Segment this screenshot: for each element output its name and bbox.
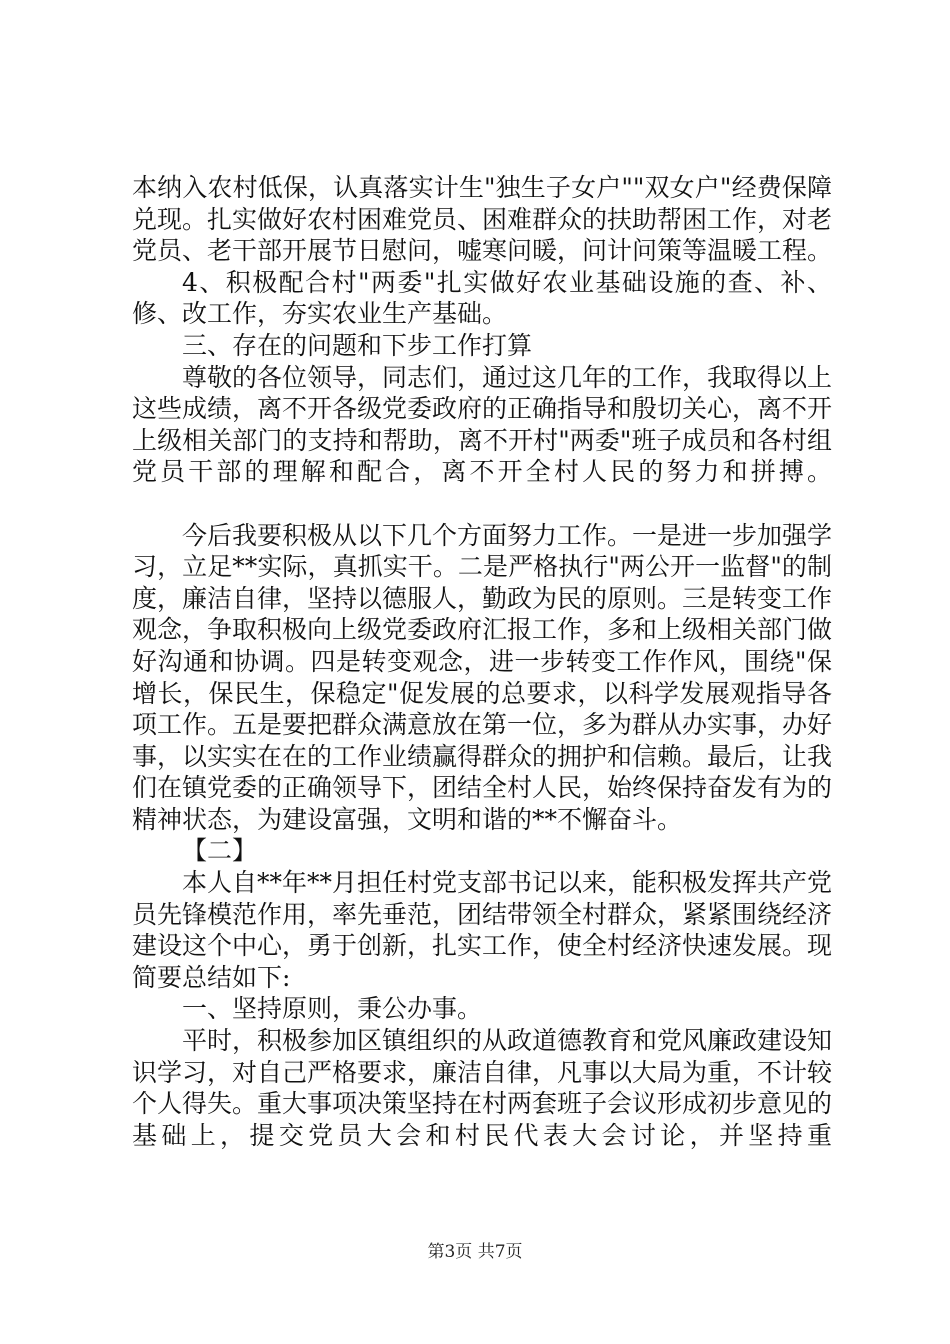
section-heading-problems-and-plans: 三、存在的问题和下步工作打算	[182, 330, 533, 360]
paragraph-future-work: 今后我要积极从以下几个方面努力工作。一是进一步加强学习，立足**实际，真抓实干。二是严格执行"两公开一监督"的制度，廉洁自律，坚持以德服人，勤政为民的原则。三是转变工作观念，争取积极向上级党委政府汇报工作，多和上级相关部门做好沟通和协调。四是转变观念，进一步转变工作作风，围绕"保增长，保民生，保稳定"促发展的总要求，以科学发展观指导各项工作。五是要把群众满意放在第一位，多为群从办实事，办好事，以实实在在的工作业绩赢得群众的拥护和信赖。最后，让我们在镇党委的正确领导下，团结全村人民，始终保持奋发有为的精神状态，为建设富强，文明和谐的**不懈奋斗。	[132, 520, 833, 834]
paragraph-agriculture-infrastructure: 4、积极配合村"两委"扎实做好农业基础设施的查、补、修、改工作，夯实农业生产基础。	[132, 267, 832, 329]
paragraph-welfare-work: 本纳入农村低保，认真落实计生"独生子女户""双女户"经费保障兑现。扎实做好农村困难党员、困难群众的扶助帮困工作，对老党员、老干部开展节日慰问，嘘寒问暖，问计问策等温暖工程。	[132, 173, 833, 266]
page-number-footer: 第3页 共7页	[427, 1242, 523, 1262]
paragraph-acknowledgements: 尊敬的各位领导，同志们，通过这几年的工作，我取得以上这些成绩，离不开各级党委政府的正确指导和殷切关心，离不开上级相关部门的支持和帮助，离不开村"两委"班子成员和各村组党员干部的理解和配合，离不开全村人民的努力和拼搏。	[132, 362, 833, 487]
paragraph-self-introduction: 本人自**年**月担任村党支部书记以来，能积极发挥共产党员先锋模范作用，率先垂范，团结带领全村群众，紧紧围绕经济建设这个中心，勇于创新，扎实工作，使全村经济快速发展。现简要总结如下:	[132, 868, 833, 992]
document-body	[132, 172, 832, 1151]
paragraph-integrity: 平时，积极参加区镇组织的从政道德教育和党风廉政建设知识学习，对自己严格要求，廉洁自律，凡事以大局为重，不计较个人得失。重大事项决策坚持在村两套班子会议形成初步意见的基础上，提交党员大会和村民代表大会讨论，并坚持重	[132, 1026, 833, 1150]
section-heading-principles: 一、坚持原则，秉公办事。	[182, 994, 483, 1024]
section-marker-two: 【二】	[182, 836, 258, 866]
